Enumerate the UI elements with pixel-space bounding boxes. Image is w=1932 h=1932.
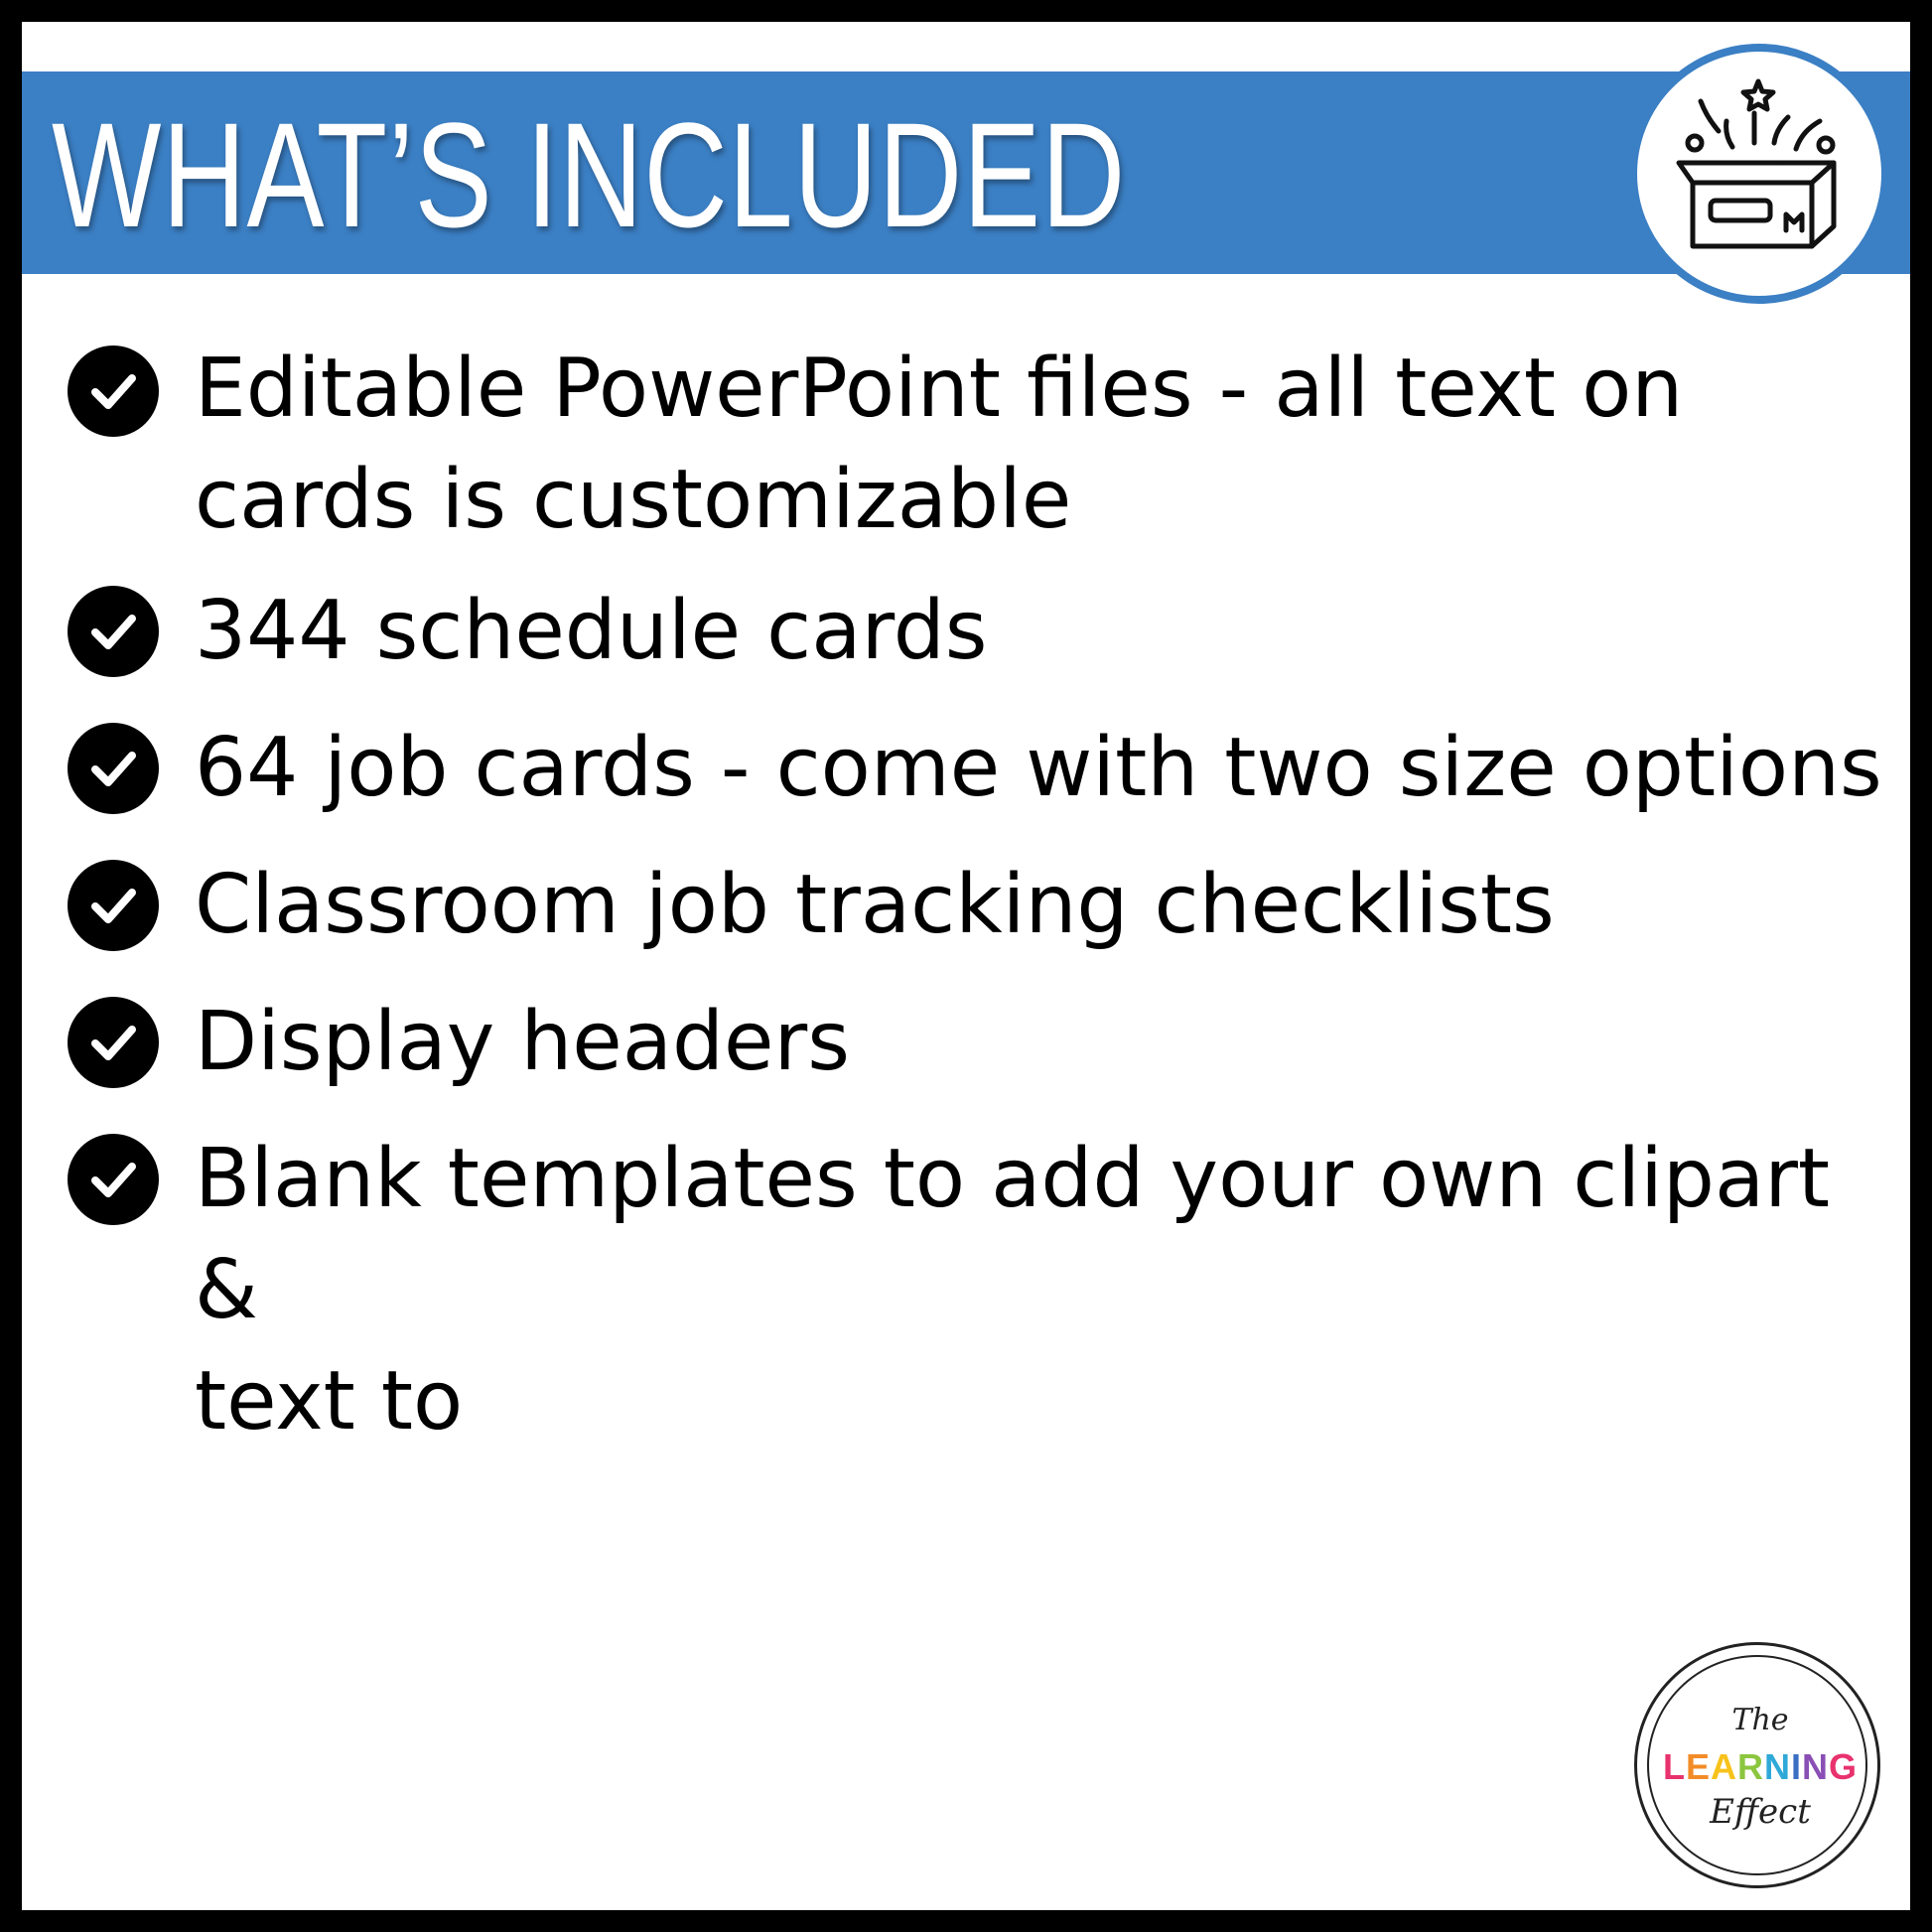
list-item-text — [195, 576, 1902, 687]
list-item-line: text to — [195, 1354, 464, 1449]
logo-line-the: The — [1731, 1703, 1789, 1737]
list-item-line: Display headers — [195, 995, 850, 1089]
logo-line-learning: LEARNING — [1662, 1746, 1859, 1787]
brand-logo — [1634, 1642, 1880, 1888]
checkmark-circle-icon — [68, 345, 159, 437]
list-item-line: cards is customizable — [195, 453, 1072, 547]
list-item-line: Editable PowerPoint files - all text on — [195, 342, 1684, 436]
checkmark-circle-icon — [68, 586, 159, 677]
list-item-line: 344 schedule cards — [195, 584, 988, 678]
list-item-text — [195, 850, 1902, 961]
checkmark-circle-icon — [68, 860, 159, 951]
list-item-text — [195, 713, 1902, 824]
list-item-line: Classroom job tracking checklists — [195, 858, 1555, 952]
list-item-line: 64 job cards - come with two size options — [195, 721, 1882, 815]
checkmark-circle-icon — [68, 1134, 159, 1225]
list-item-line: Blank templates to add your own clipart & — [195, 1132, 1831, 1337]
list-item-text — [195, 987, 1902, 1098]
list-item-text — [195, 1124, 1902, 1457]
page-title: WHAT’S INCLUDED — [52, 91, 1127, 258]
list-item-text — [195, 334, 1902, 556]
logo-line-effect: Effect — [1710, 1792, 1811, 1832]
checkmark-circle-icon — [68, 997, 159, 1088]
checkmark-circle-icon — [68, 723, 159, 814]
